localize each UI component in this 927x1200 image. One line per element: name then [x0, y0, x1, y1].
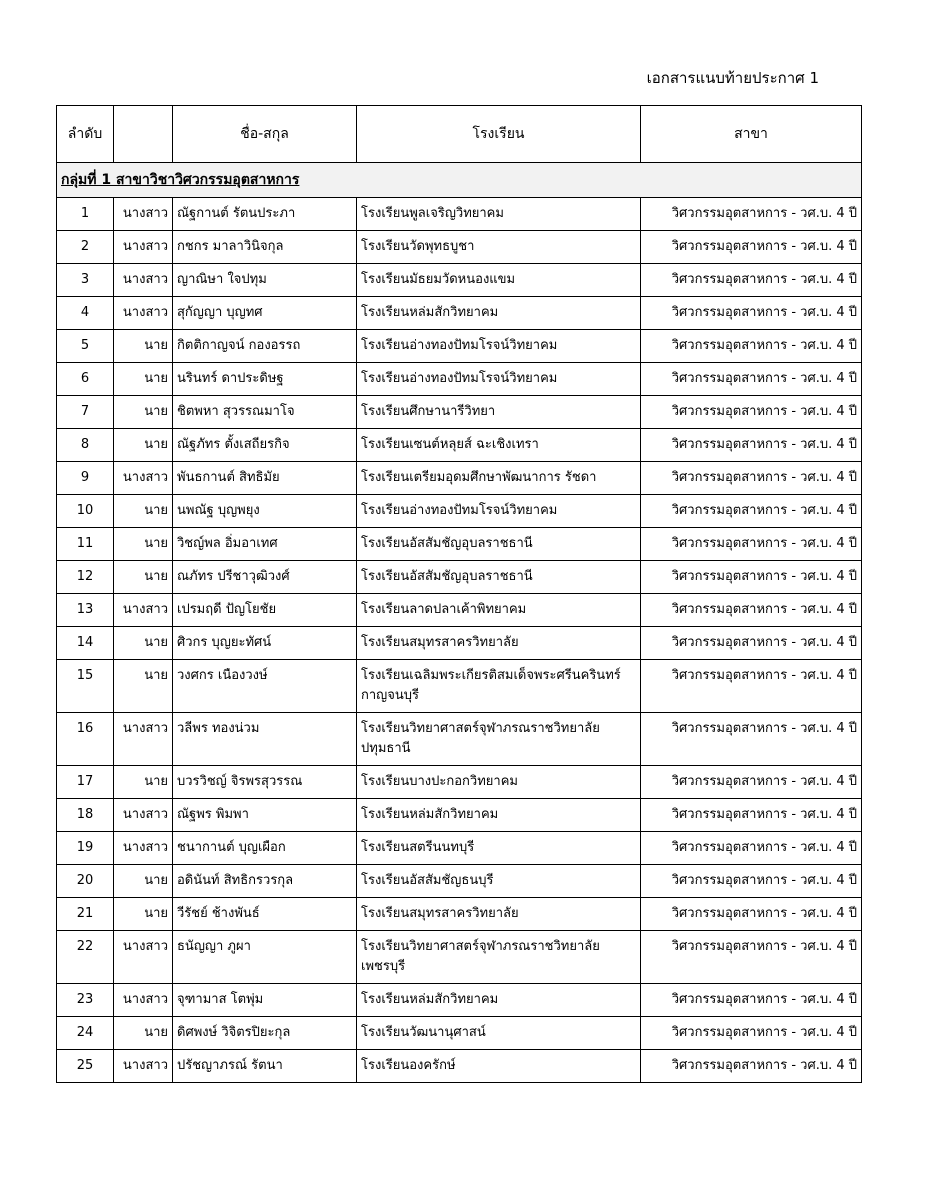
cell-major: วิศวกรรมอุตสาหการ - วศ.บ. 4 ปี — [641, 528, 862, 561]
cell-no: 21 — [57, 898, 114, 931]
header-no: ลำดับ — [57, 106, 114, 163]
cell-school: โรงเรียนมัธยมวัดหนองแขม — [357, 264, 641, 297]
cell-no: 14 — [57, 627, 114, 660]
table-row — [57, 898, 862, 931]
cell-name: ธนัญญา ภูผา — [173, 931, 357, 984]
table-row — [57, 865, 862, 898]
table-row — [57, 1050, 862, 1083]
cell-school: โรงเรียนบางปะกอกวิทยาคม — [357, 766, 641, 799]
cell-no: 23 — [57, 984, 114, 1017]
cell-no: 8 — [57, 429, 114, 462]
cell-school: โรงเรียนหล่มสักวิทยาคม — [357, 297, 641, 330]
table-row — [57, 528, 862, 561]
cell-school: โรงเรียนศึกษานารีวิทยา — [357, 396, 641, 429]
cell-major: วิศวกรรมอุตสาหการ - วศ.บ. 4 ปี — [641, 799, 862, 832]
cell-major: วิศวกรรมอุตสาหการ - วศ.บ. 4 ปี — [641, 363, 862, 396]
cell-major: วิศวกรรมอุตสาหการ - วศ.บ. 4 ปี — [641, 832, 862, 865]
header-name: ชื่อ-สกุล — [173, 106, 357, 163]
table-row — [57, 429, 862, 462]
cell-major: วิศวกรรมอุตสาหการ - วศ.บ. 4 ปี — [641, 898, 862, 931]
cell-name: ณภัทร ปรีชาวุฒิวงศ์ — [173, 561, 357, 594]
table-header-row — [57, 106, 862, 163]
cell-title: นาย — [114, 865, 173, 898]
cell-title: นาย — [114, 561, 173, 594]
cell-major: วิศวกรรมอุตสาหการ - วศ.บ. 4 ปี — [641, 984, 862, 1017]
cell-no: 5 — [57, 330, 114, 363]
cell-major: วิศวกรรมอุตสาหการ - วศ.บ. 4 ปี — [641, 396, 862, 429]
header-title — [114, 106, 173, 163]
cell-title: นาย — [114, 660, 173, 713]
cell-school: โรงเรียนองครักษ์ — [357, 1050, 641, 1083]
cell-no: 19 — [57, 832, 114, 865]
cell-no: 15 — [57, 660, 114, 713]
cell-no: 17 — [57, 766, 114, 799]
cell-name: สุกัญญา บุญทศ — [173, 297, 357, 330]
cell-name: วลีพร ทองน่วม — [173, 713, 357, 766]
cell-no: 3 — [57, 264, 114, 297]
cell-no: 12 — [57, 561, 114, 594]
cell-major: วิศวกรรมอุตสาหการ - วศ.บ. 4 ปี — [641, 198, 862, 231]
cell-major: วิศวกรรมอุตสาหการ - วศ.บ. 4 ปี — [641, 931, 862, 984]
cell-school: โรงเรียนวิทยาศาสตร์จุฬาภรณราชวิทยาลัย เพชรบุรี — [357, 931, 641, 984]
cell-title: นาย — [114, 627, 173, 660]
cell-school: โรงเรียนวัดพุทธบูชา — [357, 231, 641, 264]
cell-name: ญาณิษา ใจปทุม — [173, 264, 357, 297]
cell-name: ศิวกร บุญยะทัศน์ — [173, 627, 357, 660]
cell-name: กิตติกาญจน์ กองอรรถ — [173, 330, 357, 363]
cell-school: โรงเรียนเซนต์หลุยส์ ฉะเชิงเทรา — [357, 429, 641, 462]
cell-name: ดิศพงษ์ วิจิตรปิยะกุล — [173, 1017, 357, 1050]
applicant-table — [56, 105, 862, 1083]
cell-school: โรงเรียนสมุทรสาครวิทยาลัย — [357, 898, 641, 931]
cell-name: นพณัฐ บุญพยุง — [173, 495, 357, 528]
cell-name: วิชญ์พล อิ่มอาเทศ — [173, 528, 357, 561]
cell-school: โรงเรียนอ่างทองปัทมโรจน์วิทยาคม — [357, 363, 641, 396]
cell-title: นางสาว — [114, 297, 173, 330]
cell-school: โรงเรียนหล่มสักวิทยาคม — [357, 799, 641, 832]
cell-no: 7 — [57, 396, 114, 429]
cell-name: ณัฐกานต์ รัตนประภา — [173, 198, 357, 231]
cell-school: โรงเรียนอ่างทองปัทมโรจน์วิทยาคม — [357, 495, 641, 528]
cell-title: นางสาว — [114, 832, 173, 865]
cell-no: 2 — [57, 231, 114, 264]
table-row — [57, 264, 862, 297]
cell-title: นางสาว — [114, 264, 173, 297]
cell-school: โรงเรียนอ่างทองปัทมโรจน์วิทยาคม — [357, 330, 641, 363]
cell-school: โรงเรียนเตรียมอุดมศึกษาพัฒนาการ รัชดา — [357, 462, 641, 495]
cell-major: วิศวกรรมอุตสาหการ - วศ.บ. 4 ปี — [641, 264, 862, 297]
table-row — [57, 660, 862, 713]
cell-major: วิศวกรรมอุตสาหการ - วศ.บ. 4 ปี — [641, 713, 862, 766]
cell-school: โรงเรียนเฉลิมพระเกียรติสมเด็จพระศรีนครินทร์ กาญจนบุรี — [357, 660, 641, 713]
cell-title: นาย — [114, 396, 173, 429]
cell-major: วิศวกรรมอุตสาหการ - วศ.บ. 4 ปี — [641, 627, 862, 660]
cell-name: กชกร มาลาวินิจกุล — [173, 231, 357, 264]
table-row — [57, 495, 862, 528]
cell-title: นาย — [114, 330, 173, 363]
group-heading: กลุ่มที่ 1 สาขาวิชาวิศวกรรมอุตสาหการ — [57, 163, 862, 198]
cell-name: เปรมฤดี ปัญโยชัย — [173, 594, 357, 627]
cell-major: วิศวกรรมอุตสาหการ - วศ.บ. 4 ปี — [641, 1050, 862, 1083]
cell-title: นาย — [114, 898, 173, 931]
cell-name: ชิตพหา สุวรรณมาโจ — [173, 396, 357, 429]
table-row — [57, 198, 862, 231]
cell-name: อดินันท์ สิทธิกรวรกุล — [173, 865, 357, 898]
cell-major: วิศวกรรมอุตสาหการ - วศ.บ. 4 ปี — [641, 429, 862, 462]
cell-no: 22 — [57, 931, 114, 984]
table-row — [57, 799, 862, 832]
cell-title: นางสาว — [114, 231, 173, 264]
cell-no: 25 — [57, 1050, 114, 1083]
cell-title: นาย — [114, 766, 173, 799]
cell-name: ณัฐพร พิมพา — [173, 799, 357, 832]
cell-title: นางสาว — [114, 713, 173, 766]
cell-no: 11 — [57, 528, 114, 561]
cell-major: วิศวกรรมอุตสาหการ - วศ.บ. 4 ปี — [641, 594, 862, 627]
cell-no: 4 — [57, 297, 114, 330]
cell-major: วิศวกรรมอุตสาหการ - วศ.บ. 4 ปี — [641, 561, 862, 594]
cell-name: ชนากานต์ บุญเผือก — [173, 832, 357, 865]
cell-major: วิศวกรรมอุตสาหการ - วศ.บ. 4 ปี — [641, 766, 862, 799]
cell-title: นาย — [114, 1017, 173, 1050]
header-major: สาขา — [641, 106, 862, 163]
group-heading-row — [57, 163, 862, 198]
table-row — [57, 832, 862, 865]
cell-major: วิศวกรรมอุตสาหการ - วศ.บ. 4 ปี — [641, 297, 862, 330]
cell-title: นางสาว — [114, 594, 173, 627]
cell-school: โรงเรียนวิทยาศาสตร์จุฬาภรณราชวิทยาลัย ปทุมธานี — [357, 713, 641, 766]
table-row — [57, 1017, 862, 1050]
cell-name: นรินทร์ ดาประดิษฐ — [173, 363, 357, 396]
cell-title: นาย — [114, 495, 173, 528]
table-row — [57, 766, 862, 799]
table-row — [57, 396, 862, 429]
table-row — [57, 330, 862, 363]
cell-major: วิศวกรรมอุตสาหการ - วศ.บ. 4 ปี — [641, 330, 862, 363]
table-row — [57, 627, 862, 660]
table-row — [57, 561, 862, 594]
cell-no: 18 — [57, 799, 114, 832]
cell-school: โรงเรียนสตรีนนทบุรี — [357, 832, 641, 865]
cell-title: นางสาว — [114, 198, 173, 231]
cell-major: วิศวกรรมอุตสาหการ - วศ.บ. 4 ปี — [641, 865, 862, 898]
cell-title: นางสาว — [114, 984, 173, 1017]
cell-no: 20 — [57, 865, 114, 898]
cell-title: นางสาว — [114, 931, 173, 984]
table-row — [57, 297, 862, 330]
cell-no: 13 — [57, 594, 114, 627]
cell-school: โรงเรียนลาดปลาเค้าพิทยาคม — [357, 594, 641, 627]
cell-no: 16 — [57, 713, 114, 766]
cell-name: ปรัชญาภรณ์ รัตนา — [173, 1050, 357, 1083]
cell-title: นางสาว — [114, 799, 173, 832]
cell-name: วีรัชย์ ช้างพันธ์ — [173, 898, 357, 931]
table-row — [57, 931, 862, 984]
cell-title: นางสาว — [114, 462, 173, 495]
cell-major: วิศวกรรมอุตสาหการ - วศ.บ. 4 ปี — [641, 462, 862, 495]
cell-title: นาย — [114, 363, 173, 396]
cell-major: วิศวกรรมอุตสาหการ - วศ.บ. 4 ปี — [641, 231, 862, 264]
cell-title: นาย — [114, 429, 173, 462]
cell-no: 24 — [57, 1017, 114, 1050]
cell-major: วิศวกรรมอุตสาหการ - วศ.บ. 4 ปี — [641, 1017, 862, 1050]
table-row — [57, 231, 862, 264]
table-row — [57, 713, 862, 766]
cell-school: โรงเรียนพูลเจริญวิทยาคม — [357, 198, 641, 231]
document-reference: เอกสารแนบท้ายประกาศ 1 — [646, 69, 819, 87]
table-row — [57, 984, 862, 1017]
cell-school: โรงเรียนหล่มสักวิทยาคม — [357, 984, 641, 1017]
cell-major: วิศวกรรมอุตสาหการ - วศ.บ. 4 ปี — [641, 660, 862, 713]
table-row — [57, 594, 862, 627]
cell-name: จุฑามาส โตพุ่ม — [173, 984, 357, 1017]
cell-title: นางสาว — [114, 1050, 173, 1083]
cell-school: โรงเรียนอัสสัมชัญอุบลราชธานี — [357, 528, 641, 561]
cell-name: พันธกานต์ สิทธิมัย — [173, 462, 357, 495]
table-row — [57, 363, 862, 396]
cell-no: 10 — [57, 495, 114, 528]
cell-name: วงศกร เนืองวงษ์ — [173, 660, 357, 713]
cell-school: โรงเรียนสมุทรสาครวิทยาลัย — [357, 627, 641, 660]
cell-no: 6 — [57, 363, 114, 396]
cell-school: โรงเรียนวัฒนานุศาสน์ — [357, 1017, 641, 1050]
cell-name: ณัฐภัทร ตั้งเสถียรกิจ — [173, 429, 357, 462]
cell-title: นาย — [114, 528, 173, 561]
table-row — [57, 462, 862, 495]
cell-school: โรงเรียนอัสสัมชัญธนบุรี — [357, 865, 641, 898]
cell-no: 9 — [57, 462, 114, 495]
header-school: โรงเรียน — [357, 106, 641, 163]
cell-school: โรงเรียนอัสสัมชัญอุบลราชธานี — [357, 561, 641, 594]
cell-no: 1 — [57, 198, 114, 231]
cell-name: บวรวิชญ์ จิรพรสุวรรณ — [173, 766, 357, 799]
cell-major: วิศวกรรมอุตสาหการ - วศ.บ. 4 ปี — [641, 495, 862, 528]
